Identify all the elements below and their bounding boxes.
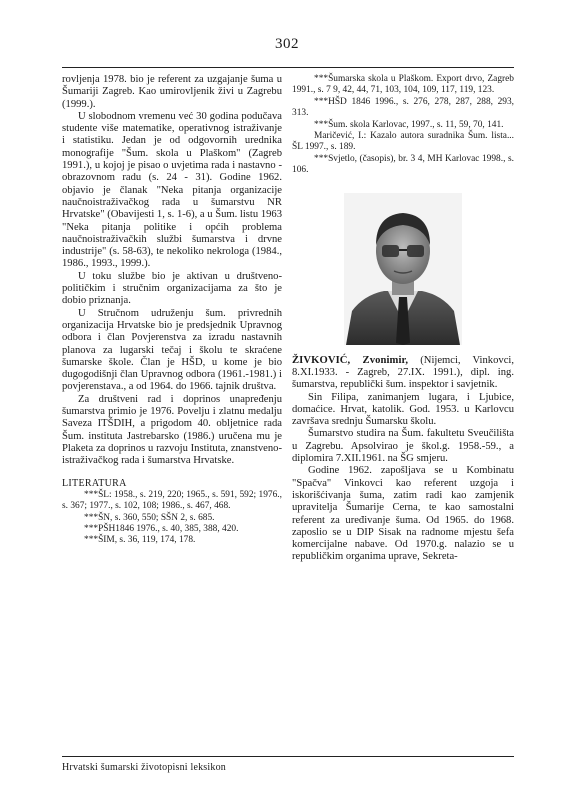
reference-item: Maričević, I.: Kazalo autora suradnika Šum. lista... ŠL 1997., s. 189. <box>292 131 514 153</box>
biography-intro: (Nijemci, Vinkovci, 8.XI.1933. - Zagreb, 27.IX. 1991.), dipl. ing. šumarstva, republički šum. inspektor i savjetnik. <box>292 354 514 391</box>
left-column <box>62 74 282 547</box>
reference-item: ***Šumarska skola u Plaškom. Export drvo, Zagreb 1991., s. 7 9, 42, 44, 71, 103, 104, 109, 117, 119, 123. <box>292 74 514 96</box>
footer-rule <box>62 756 514 757</box>
literature-item: ***ŠIM, s. 36, 119, 174, 178. <box>84 535 196 546</box>
literature-list <box>62 490 282 547</box>
page-number: 302 <box>275 36 299 52</box>
paragraph: Za društveni rad i doprinos unapređenju šumarstva primio je 1976. Povelju i zlatnu medalju Saveza ITŠDIH, a prigodom 40. obljetnice rada Šum. instituta Jastrebarsko (1986.) uručena mu je Plaketa za doprinos u razvoju Instituta, znanstveno-istraživačkog rada i šumarstva Hrvatske. <box>62 393 282 467</box>
header-rule <box>62 67 514 68</box>
paragraph: U toku službe bio je aktivan u društveno-političkim i stručnim organizacijama za što je dobio priznanja. <box>62 270 282 307</box>
paragraph: U Stručnom udruženju šum. privrednih organizacija Hrvatske bio je predsjednik Upravnog odbora i član Povjerenstva za izradu nastavnih planova za lugarski tečaj i školu te skraćene šumarske škole. Član je HŠD, u kome je bio dugogodišnji član Upravnog odbora (1961.-1981.) i povjerenstava., a od 1964. do 1966. tajnik društva. <box>62 307 282 393</box>
portrait-photo <box>344 193 462 345</box>
paragraph: Sin Filipa, zanimanjem lugara, i Ljubice, domaćice. Hrvat, katolik. God. 1953. u Karlovcu završava srednju Šumarsku školu. <box>292 391 514 428</box>
person-name: ŽIVKOVIĆ, Zvonimir, <box>292 354 409 366</box>
literature-item: ***PŠH1846 1976., s. 40, 385, 388, 420. <box>84 524 239 535</box>
right-column <box>292 74 514 564</box>
footer-text: Hrvatski šumarski životopisni leksikon <box>62 762 226 773</box>
literature-item: ***ŠN, s. 360, 550; SŠN 2, s. 685. <box>84 512 215 523</box>
biography-heading <box>292 355 514 392</box>
reference-item: ***HŠD 1846 1996., s. 276, 278, 287, 288, 293, 313. <box>292 96 514 119</box>
reference-list <box>292 74 514 177</box>
paragraph: rovljenja 1978. bio je referent za uzgajanje šuma u Šumariji Zagreb. Kao umirovljenik živi u Zagrebu (1999.). <box>62 74 282 110</box>
literature-heading: LITERATURA <box>62 477 127 489</box>
literature-item: ***ŠL: 1958., s. 219, 220; 1965., s. 591, 592; 1976., s. 367; 1977., s. 102, 108; 1986., s. 467, 468. <box>62 489 282 512</box>
paragraph: U slobodnom vremenu već 30 godina podučava studente više matematike, operativnog istraživanje i statistiku. Jedan je od odgovornih urednika monografije "Šum. skola u Plaškom" (Zagreb 1991.), u kojoj je pisao o uvjetima rada i nastavno - obrazovnom radu (s. 24 - 31). Godine 1962. objavio je članak "Neka pitanja organizacije naučnoistraživačkog rada u šumarstvu NR Hrvatske" (Obavijesti 1, s. 1-6), a u Šum. listu 1963 "Neka pitanja politike i općih problema naučnoistraživačkih službi šumarstva i drvne industrije" (s. 58-63), te nekoliko nekrologa (1984., 1986., 1993., 1999.). <box>62 110 283 270</box>
reference-item: ***Svjetlo, (časopis), br. 3 4, MH Karlovac 1998., s. 106. <box>292 153 514 176</box>
reference-item: ***Šum. skola Karlovac, 1997., s. 11, 59, 70, 141. <box>314 119 504 130</box>
paragraph: Godine 1962. zapošljava se u Kombinatu "Spačva" Vinkovci kao referent uzgoja i iskorišćivanja šuma, zatim radi kao zamjenik upravitelja Šumarije Cerna, te kao samostalni referent za uređivanje šuma. Od 1965. do 1968. zaposlio se u DIP Sisak na radnome mjestu šefa komercijalne nabave. Od 1970.g. nalazio se u republičkim organima uprave, Sekreta- <box>292 465 514 563</box>
paragraph: Šumarstvo studira na Šum. fakultetu Sveučilišta u Zagrebu. Apsolvirao je škol.g. 1958.-59., a diplomira 7.XII.1961. na ŠG smjeru. <box>292 428 514 465</box>
